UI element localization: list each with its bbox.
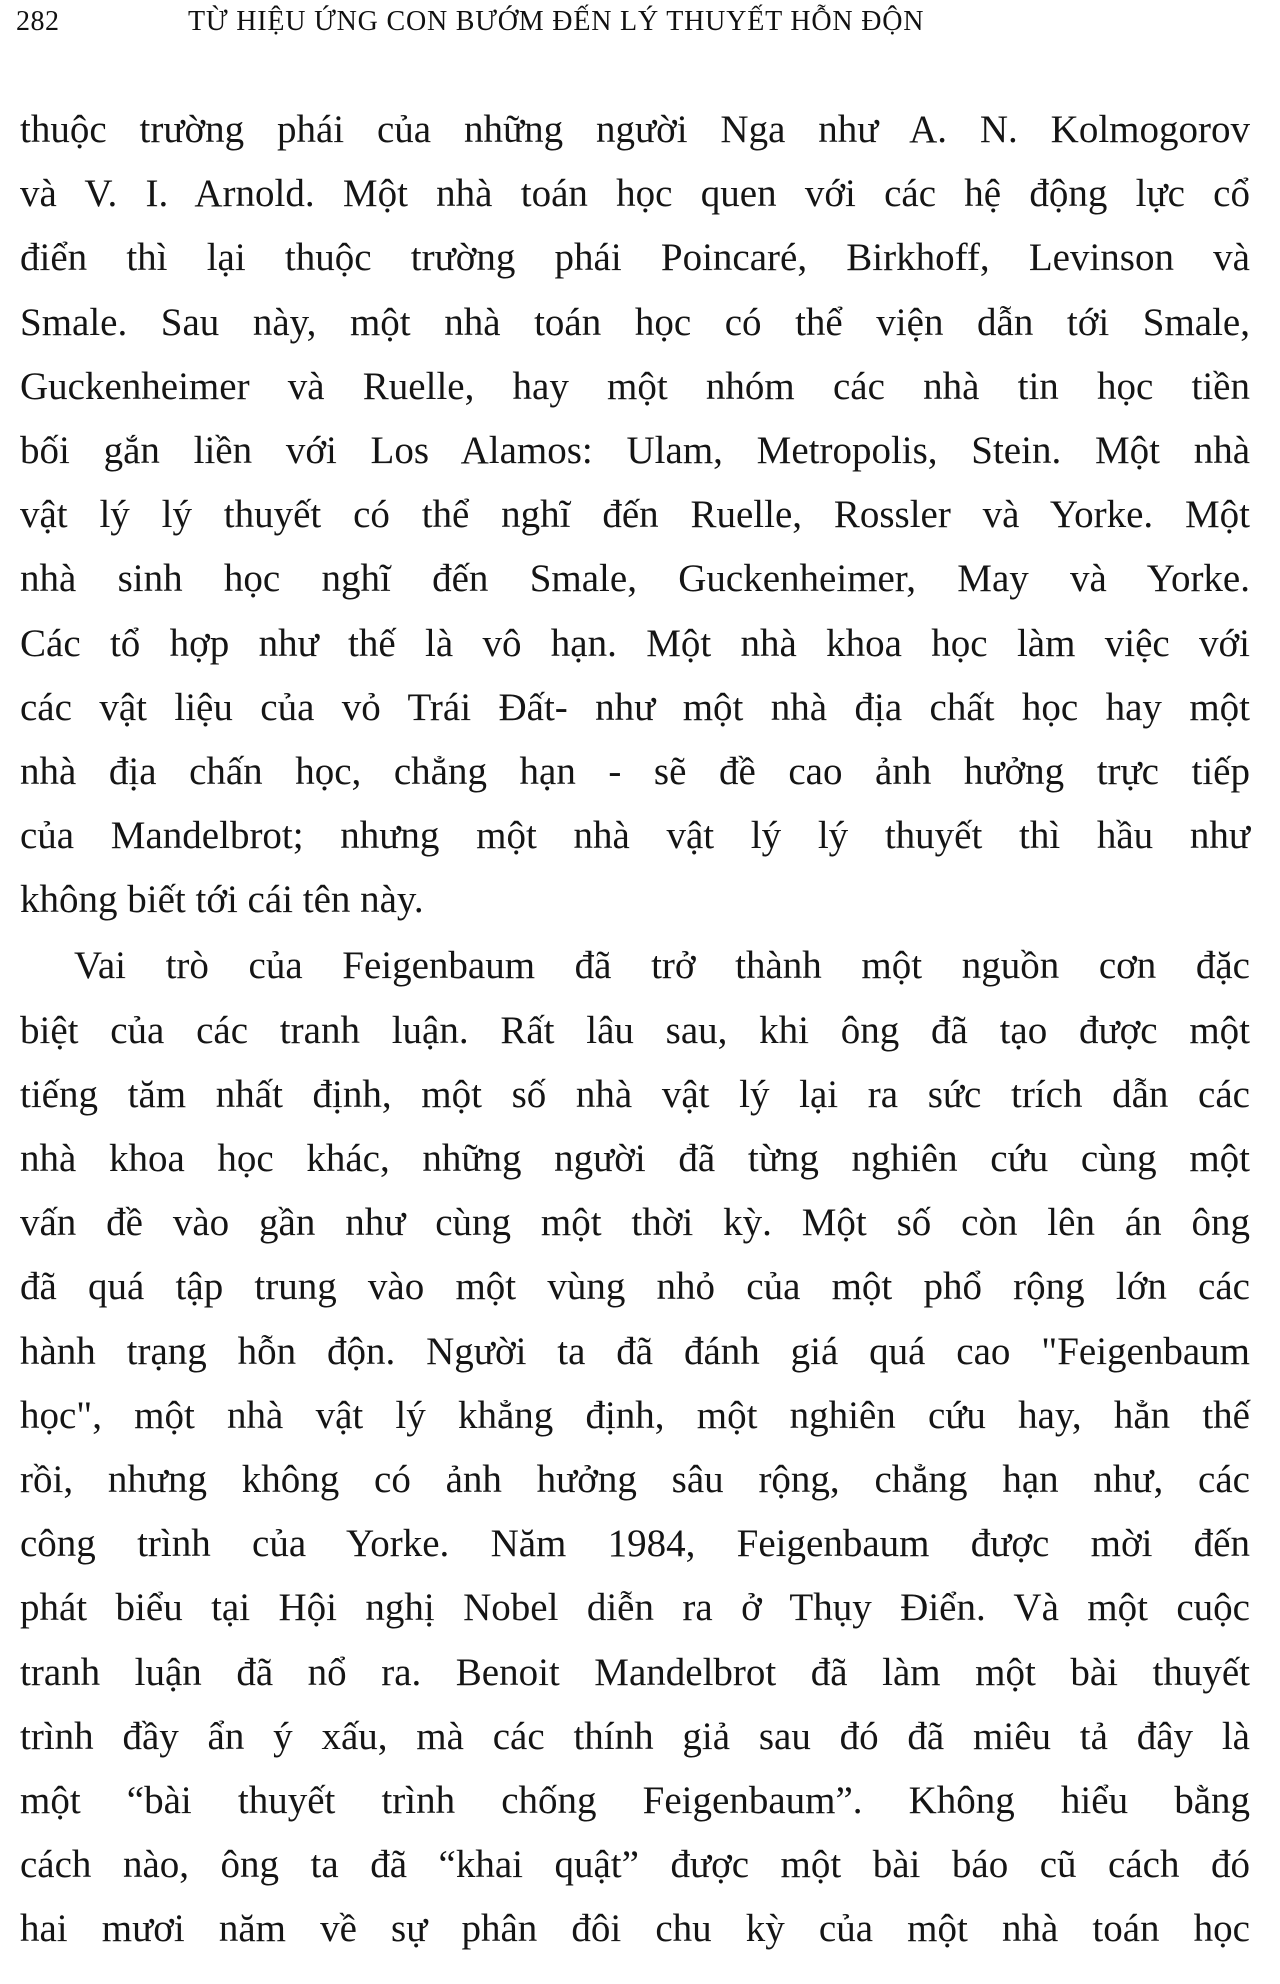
text-line: và V. I. Arnold. Một nhà toán học quen với các hệ động lực cổ bbox=[20, 172, 1250, 216]
text-line: thuộc trường phái của những người Nga như A. N. Kolmogorov bbox=[20, 108, 1250, 151]
paragraph-1 bbox=[20, 98, 1250, 932]
text-line: hành trạng hỗn độn. Người ta đã đánh giá quá cao "Feigenbaum bbox=[20, 1329, 1250, 1373]
text-line: điển thì lại thuộc trường phái Poincaré, Birkhoff, Levinson và bbox=[20, 236, 1250, 280]
text-line: biệt của các tranh luận. Rất lâu sau, khi ông đã tạo được một bbox=[20, 1008, 1250, 1052]
text-line: tranh luận đã nổ ra. Benoit Mandelbrot đã làm một bài thuyết bbox=[20, 1650, 1250, 1694]
page-number: 282 bbox=[16, 6, 60, 37]
text-line: một “bài thuyết trình chống Feigenbaum”. Không hiểu bằng bbox=[20, 1778, 1250, 1822]
text-line: không biết tới cái tên này. bbox=[20, 878, 424, 922]
text-line: nhà địa chấn học, chẳng hạn - sẽ đề cao ảnh hưởng trực tiếp bbox=[20, 749, 1250, 793]
text-line: phát biểu tại Hội nghị Nobel diễn ra ở Thụy Điển. Và một cuộc bbox=[20, 1586, 1250, 1630]
text-line: tiếng tăm nhất định, một số nhà vật lý lại ra sức trích dẫn các bbox=[20, 1072, 1250, 1116]
chapter-title: TỪ HIỆU ỨNG CON BƯỚM ĐẾN LÝ THUYẾT HỖN ĐỘN bbox=[188, 6, 925, 37]
running-header bbox=[16, 6, 1106, 46]
text-line: công trình của Yorke. Năm 1984, Feigenbaum được mời đến bbox=[20, 1522, 1250, 1566]
text-line: của Mandelbrot; nhưng một nhà vật lý lý thuyết thì hầu như bbox=[20, 814, 1250, 858]
text-line: cách nào, ông ta đã “khai quật” được một bài báo cũ cách đó bbox=[20, 1843, 1250, 1887]
text-line: Vai trò của Feigenbaum đã trở thành một nguồn cơn đặc bbox=[74, 944, 1250, 988]
text-line: trình đầy ẩn ý xấu, mà các thính giả sau đó đã miêu tả đây là bbox=[20, 1714, 1250, 1758]
text-line: vấn đề vào gần như cùng một thời kỳ. Một số còn lên án ông bbox=[20, 1201, 1250, 1245]
text-line: hai mươi năm về sự phân đôi chu kỳ của một nhà toán học bbox=[20, 1907, 1250, 1951]
text-line: Các tổ hợp như thế là vô hạn. Một nhà khoa học làm việc với bbox=[20, 621, 1250, 665]
text-line: các vật liệu của vỏ Trái Đất- như một nhà địa chất học hay một bbox=[20, 685, 1250, 729]
text-line: đã quá tập trung vào một vùng nhỏ của một phổ rộng lớn các bbox=[20, 1265, 1250, 1309]
text-line: học", một nhà vật lý khẳng định, một nghiên cứu hay, hẳn thế bbox=[20, 1393, 1250, 1437]
paragraph-2 bbox=[20, 934, 1250, 1961]
text-line: Smale. Sau này, một nhà toán học có thể viện dẫn tới Smale, bbox=[20, 300, 1250, 344]
text-line: nhà khoa học khác, những người đã từng nghiên cứu cùng một bbox=[20, 1137, 1250, 1180]
text-line: nhà sinh học nghĩ đến Smale, Guckenheimer, May và Yorke. bbox=[20, 557, 1250, 601]
text-line: vật lý lý thuyết có thể nghĩ đến Ruelle, Rossler và Yorke. Một bbox=[20, 493, 1250, 537]
body-text bbox=[20, 98, 1250, 1961]
text-line: bối gắn liền với Los Alamos: Ulam, Metropolis, Stein. Một nhà bbox=[20, 428, 1250, 472]
text-line: Guckenheimer và Ruelle, hay một nhóm các nhà tin học tiền bbox=[20, 364, 1250, 408]
text-line: rồi, nhưng không có ảnh hưởng sâu rộng, chẳng hạn như, các bbox=[20, 1457, 1250, 1501]
